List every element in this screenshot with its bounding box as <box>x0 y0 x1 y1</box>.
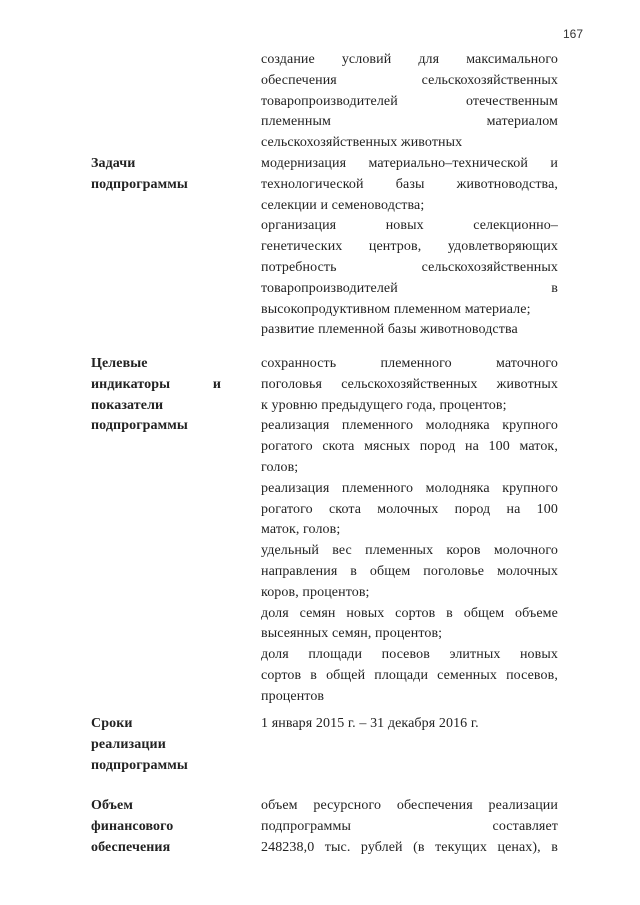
text-word: крупного <box>502 480 558 496</box>
text-word: отечественным <box>465 93 558 109</box>
text-word: подпрограммы <box>261 818 351 834</box>
text-word: обеспечения <box>261 72 337 88</box>
text-line <box>261 541 558 562</box>
text-word: центров, <box>368 239 422 255</box>
text-word: организация <box>261 218 337 234</box>
text-word: семян <box>299 605 336 621</box>
text-line: коров, процентов; <box>261 584 370 600</box>
text-line <box>261 92 558 113</box>
text-word: посевов <box>381 647 430 663</box>
text-line: высеянных семян, процентов; <box>261 626 443 642</box>
text-word: текущих <box>435 839 487 855</box>
text-word: племенного <box>341 480 414 496</box>
text-word: площади <box>374 667 429 683</box>
text-word: сортов <box>395 605 436 621</box>
text-word: генетических <box>261 239 343 255</box>
text-word: на <box>465 439 479 455</box>
indicators-label-line3: показатели <box>91 397 164 413</box>
text-word: базы <box>395 176 425 192</box>
text-line <box>261 50 558 71</box>
text-word: сельскохозяйственных <box>421 72 558 88</box>
text-word: реализации <box>488 798 558 813</box>
text-line <box>261 562 558 583</box>
text-line <box>261 154 558 175</box>
text-word: молодняка <box>425 480 490 496</box>
text-line: селекции и семеноводства; <box>261 197 425 213</box>
text-word: тыс. <box>324 839 351 855</box>
text-line: высокопродуктивном племенном материале; <box>261 301 531 317</box>
text-word: общей <box>326 667 366 683</box>
text-word: новых <box>519 647 558 663</box>
text-word: сельскохозяйственных <box>341 376 478 392</box>
text-word: модернизация <box>261 156 347 171</box>
text-word: технологической <box>261 176 364 192</box>
text-word: поголовье <box>423 563 485 579</box>
text-word: общем <box>369 563 411 579</box>
text-line: голов; <box>261 459 299 475</box>
text-word: новых <box>385 218 424 234</box>
text-word: семенных <box>437 667 497 683</box>
text-word: составляет <box>492 818 558 834</box>
timing-label-line3: подпрограммы <box>91 757 188 773</box>
text-word: общем <box>463 605 505 621</box>
text-word: максимального <box>466 52 558 67</box>
text-line <box>261 604 558 625</box>
text-word: молочных <box>377 501 439 517</box>
text-line <box>261 258 558 279</box>
indicators-label-word-a: индикаторы <box>91 376 171 392</box>
text-word: условий <box>341 52 392 67</box>
text-word: ценах), <box>497 839 541 855</box>
text-word: объем <box>261 798 298 813</box>
text-word: вес <box>332 543 352 559</box>
text-word: 100 <box>488 439 510 455</box>
text-word: направления <box>261 563 338 579</box>
text-line <box>261 175 558 196</box>
text-word: площади <box>308 647 363 663</box>
text-word: товаропроизводителей <box>261 93 398 109</box>
indicators-label-line2 <box>91 375 221 396</box>
funding-label <box>91 796 221 858</box>
tasks-content <box>261 154 558 341</box>
text-word: крупного <box>502 418 558 434</box>
text-line <box>261 237 558 258</box>
timing-label-line2: реализации <box>91 736 166 752</box>
text-word: в <box>551 280 558 296</box>
text-word: в <box>446 605 453 621</box>
text-line <box>261 71 558 92</box>
text-word: создание <box>261 52 315 67</box>
text-word: рублей <box>360 839 403 855</box>
text-line: процентов <box>261 688 325 704</box>
text-word: племенным <box>261 114 331 130</box>
text-line <box>261 479 558 500</box>
text-word: потребность <box>261 259 337 275</box>
text-word: селекционно– <box>473 218 558 234</box>
text-word: скота <box>322 439 355 455</box>
text-word: рогатого <box>261 501 313 517</box>
text-line <box>261 817 558 838</box>
text-line <box>261 796 558 817</box>
text-word: материалом <box>486 114 558 130</box>
text-word: ресурсного <box>313 798 382 813</box>
text-line <box>261 666 558 687</box>
text-word: животноводства, <box>456 176 558 192</box>
text-word: новых <box>346 605 385 621</box>
text-word: в <box>350 563 357 579</box>
text-word: пород <box>454 501 491 517</box>
text-word: 248238,0 <box>261 839 315 855</box>
text-word: реализация <box>261 418 330 434</box>
text-word: племенного <box>380 356 452 371</box>
text-word: скота <box>328 501 362 517</box>
text-line <box>261 838 558 859</box>
text-word: поголовья <box>261 376 323 392</box>
indicators-content <box>261 354 558 708</box>
text-word: животных <box>496 376 558 392</box>
goal-continuation <box>261 50 558 154</box>
text-line <box>261 645 558 666</box>
text-word: на <box>506 501 521 517</box>
text-word: доля <box>261 647 289 663</box>
text-line <box>261 500 558 521</box>
page-number: 167 <box>562 27 583 41</box>
text-line <box>261 216 558 237</box>
tasks-label: Задачи подпрограммы <box>91 156 188 192</box>
text-word: племенных <box>365 543 434 559</box>
text-word: маток, <box>519 439 558 455</box>
text-word: племенного <box>341 418 414 434</box>
text-word: в <box>310 667 317 683</box>
text-word: мясных <box>364 439 411 455</box>
funding-label-line2: финансового <box>91 818 174 834</box>
text-word: доля <box>261 605 289 621</box>
text-word: 100 <box>536 501 558 517</box>
text-line <box>261 416 558 437</box>
text-word: и <box>550 156 558 171</box>
text-line <box>261 279 558 300</box>
text-word: обеспечения <box>396 798 473 813</box>
text-word: сохранность <box>261 356 337 371</box>
timing-content <box>261 714 558 735</box>
text-word: элитных <box>449 647 501 663</box>
text-line: сельскохозяйственных животных <box>261 135 463 151</box>
indicators-label <box>91 354 221 437</box>
text-word: объеме <box>515 605 558 621</box>
text-line: маток, голов; <box>261 522 341 538</box>
funding-label-line1: Объем <box>91 798 133 813</box>
text-line: развитие племенной базы животноводства <box>261 322 518 338</box>
text-word: пород <box>419 439 456 455</box>
text-word: сельскохозяйственных <box>421 259 558 275</box>
text-line: к уровню предыдущего года, процентов; <box>261 397 507 413</box>
text-word: (в <box>413 839 425 855</box>
text-word: сортов <box>261 667 302 683</box>
timing-label <box>91 714 221 776</box>
text-word: рогатого <box>261 439 313 455</box>
text-word: товаропроизводителей <box>261 280 398 296</box>
text-word: посевов, <box>506 667 558 683</box>
indicators-label-word-b: и <box>212 376 221 392</box>
text-word: реализация <box>261 480 330 496</box>
text-word: маточного <box>495 356 558 371</box>
indicators-label-line4: подпрограммы <box>91 418 188 434</box>
text-word: молочного <box>493 543 558 559</box>
text-word: молодняка <box>425 418 490 434</box>
text-word: удельный <box>261 543 320 559</box>
text-word: удовлетворяющих <box>447 239 558 255</box>
text-word: для <box>418 52 440 67</box>
text-word: материально–технической <box>368 156 529 171</box>
text-line <box>261 354 558 375</box>
text-line <box>261 437 558 458</box>
text-line <box>261 112 558 133</box>
text-word: в <box>551 839 558 855</box>
timing-text: 1 января 2015 г. – 31 декабря 2016 г. <box>261 716 479 731</box>
text-word: молочных <box>496 563 558 579</box>
indicators-label-line1: Целевые <box>91 356 148 371</box>
text-word: коров <box>446 543 481 559</box>
text-line <box>261 375 558 396</box>
funding-label-line3: обеспечения <box>91 839 171 855</box>
timing-label-line1: Сроки <box>91 716 133 731</box>
funding-content <box>261 796 558 858</box>
